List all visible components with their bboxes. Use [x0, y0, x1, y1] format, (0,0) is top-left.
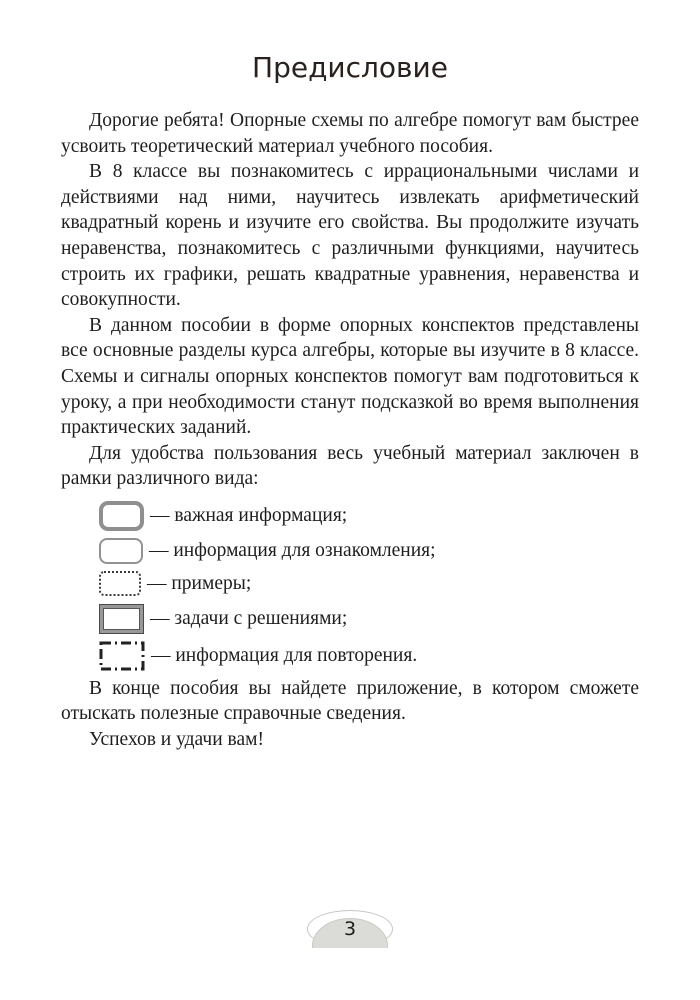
- legend-label-examples: — примеры;: [147, 572, 252, 594]
- paragraph-good-luck: Успехов и удачи вам!: [89, 728, 264, 750]
- tasks-box-icon: [99, 604, 144, 634]
- important-box-icon: [99, 501, 144, 531]
- legend-list: [61, 501, 639, 671]
- page-title: Предисловие: [252, 51, 448, 84]
- paragraph-greeting: Дорогие ребята! Опорные схемы по алгебре помогут вам быстрее усвоить теоретический материал учебного пособия.: [61, 110, 639, 157]
- page-number-badge: [307, 910, 393, 948]
- legend-item-info: [99, 538, 639, 564]
- legend-item-important: [99, 501, 639, 531]
- legend-item-tasks: [99, 604, 639, 634]
- paragraph-book-structure: В данном пособии в форме опорных конспектов представлены все основные разделы курса алгебры, которые вы изучите в 8 классе. Схемы и сигналы опорных конспектов помогут вам подготовиться к уроку, а при необходимости станут подсказкой во время выполнения практических заданий.: [61, 314, 639, 439]
- paragraph-legend-intro: Для удобства пользования весь учебный материал заключен в рамки различного вида:: [61, 442, 639, 490]
- legend-item-repeat: [99, 641, 639, 671]
- legend-label-repeat: — информация для повторения.: [151, 644, 418, 666]
- legend-label-tasks: — задачи с решениями;: [150, 607, 348, 629]
- legend-label-info: — информация для ознакомления;: [149, 540, 436, 562]
- page-number: 3: [343, 918, 357, 940]
- legend-label-important: — важная информация;: [150, 505, 348, 527]
- repeat-box-icon: [99, 641, 145, 671]
- paragraph-appendix: В конце пособия вы найдете приложение, в котором сможете отыскать полезные справочные сведения.: [61, 677, 639, 725]
- paragraph-course-overview: В 8 классе вы познакомитесь с иррациональными числами и действиями над ними, научитесь извлекать арифметический квадратный корень и изучите его свойства. Вы продолжите изучать неравенства, познакомитесь с различными функциями, научитесь строить их графики, решать квадратные уравнения, неравенства и совокупности.: [61, 161, 639, 311]
- examples-box-icon: [99, 571, 141, 596]
- info-box-icon: [99, 538, 143, 564]
- page-footer: [0, 910, 700, 948]
- legend-item-examples: [99, 571, 639, 597]
